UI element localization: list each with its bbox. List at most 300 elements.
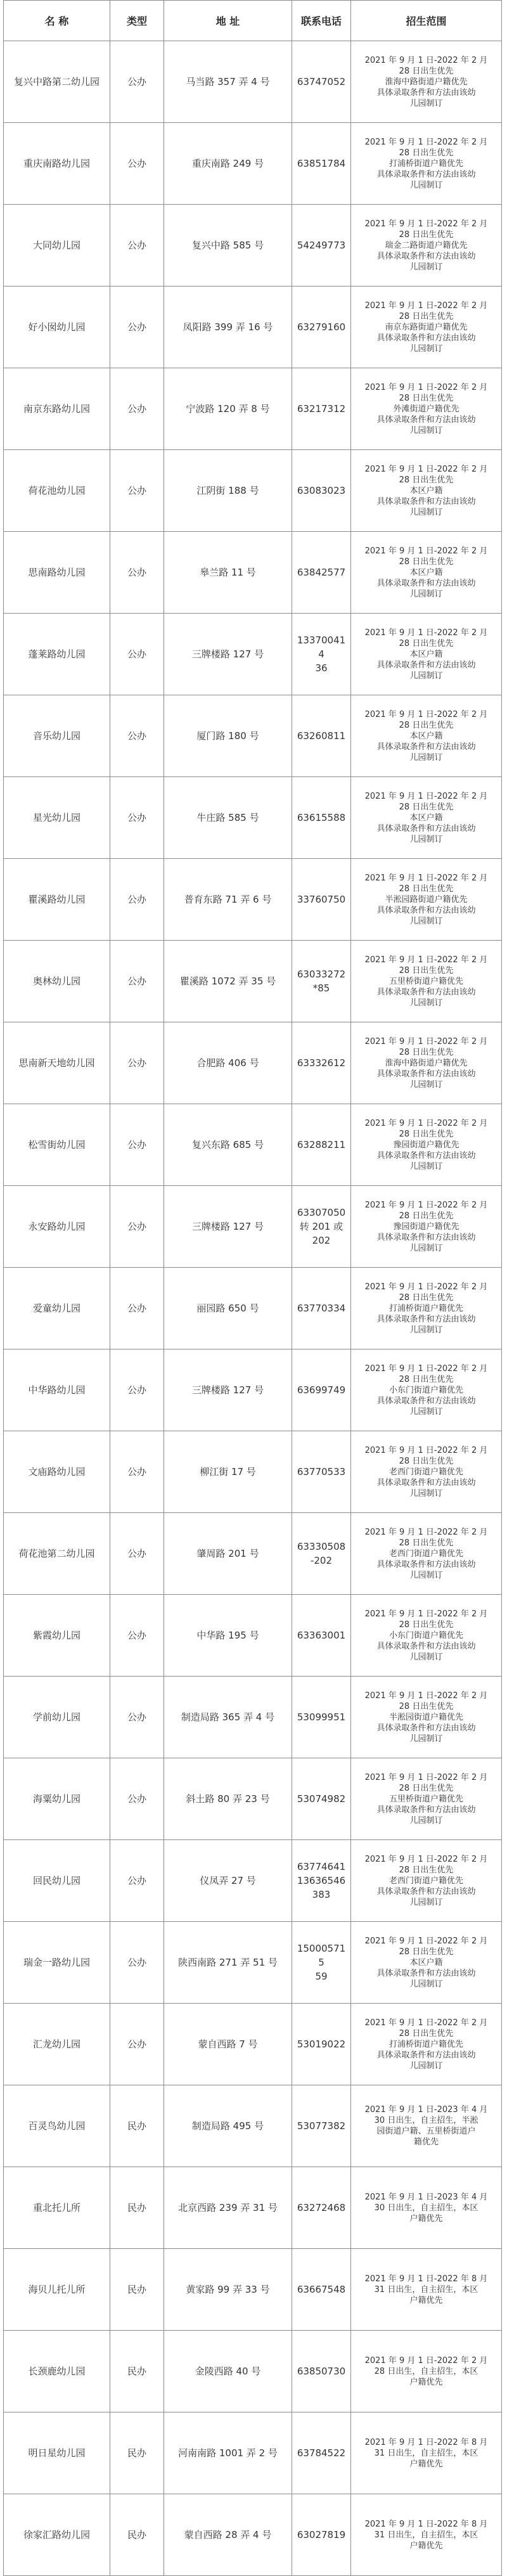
phone-number: [292, 123, 351, 205]
scope-line: 园街道户籍、五里桥街道户: [376, 2127, 476, 2136]
phone-number: [292, 1922, 351, 2004]
scope-line: 儿园制订: [409, 344, 443, 354]
enrollment-scope: [351, 1922, 502, 2004]
scope-line: 儿园制订: [409, 1161, 443, 1171]
scope-line: 淮海中路街道户籍优先: [385, 77, 468, 87]
scope-line: 2021 年 9 月 1 日-2023 年 4 月: [364, 2192, 488, 2202]
scope-line: 28 日出生优先: [399, 311, 454, 321]
scope-line: 小东门街道户籍优先: [388, 1385, 463, 1395]
phone-number: [292, 2412, 351, 2494]
scope-line: 儿园制订: [409, 916, 443, 926]
phone-line: 33760750: [297, 894, 346, 905]
kindergarten-name: 重北托儿所: [4, 2167, 110, 2249]
scope-line: 2021 年 9 月 1 日-2022 年 2 月: [364, 137, 488, 147]
scope-line: 2021 年 9 月 1 日-2022 年 2 月: [364, 791, 488, 801]
kindergarten-name: 海粟幼儿园: [4, 1758, 110, 1840]
address: 厦门路 180 号: [164, 695, 292, 777]
kindergarten-name: 蓬莱路幼儿园: [4, 614, 110, 695]
ownership-type: 民办: [110, 2412, 164, 2494]
ownership-type: 公办: [110, 123, 164, 205]
ownership-type: 公办: [110, 368, 164, 450]
address: 三牌楼路 127 号: [164, 614, 292, 695]
scope-line: 儿园制订: [409, 180, 443, 190]
table-row: [4, 1186, 502, 1268]
scope-line: 小东门街道户籍优先: [388, 1630, 463, 1640]
enrollment-scope: [351, 1431, 502, 1513]
address: 凤阳路 399 弄 16 号: [164, 287, 292, 368]
phone-number: [292, 1186, 351, 1268]
scope-line: 31 日出生，自主招生，本区: [374, 2284, 478, 2295]
phone-line: 63770533: [297, 1466, 346, 1478]
phone-number: [292, 695, 351, 777]
kindergarten-name: 南京东路幼儿园: [4, 368, 110, 450]
scope-line: 2021 年 9 月 1 日-2022 年 2 月: [364, 219, 488, 229]
phone-number: [292, 1677, 351, 1758]
scope-line: 28 日出生优先: [399, 393, 454, 403]
enrollment-scope: [351, 859, 502, 941]
scope-line: 2021 年 9 月 1 日-2022 年 8 月: [364, 2274, 488, 2284]
address: 合肥路 406 号: [164, 1022, 292, 1104]
scope-line: 本区户籍: [409, 486, 443, 496]
scope-line: 淮海中路街道户籍优先: [385, 1058, 468, 1068]
table-row: [4, 1595, 502, 1677]
ownership-type: 公办: [110, 450, 164, 532]
scope-line: 具体录取条件和方法由该幼: [376, 251, 476, 261]
scope-line: 具体录取条件和方法由该幼: [376, 1968, 476, 1978]
enrollment-scope: [351, 450, 502, 532]
address: 皋兰路 11 号: [164, 532, 292, 614]
scope-line: 打浦桥街道户籍优先: [388, 2039, 463, 2049]
phone-line: 63260811: [297, 730, 346, 742]
address: 丽园路 650 号: [164, 1268, 292, 1349]
address: 马当路 357 弄 4 号: [164, 41, 292, 123]
scope-line: 2021 年 9 月 1 日-2022 年 2 月: [364, 464, 488, 474]
scope-line: 28 日出生优先: [399, 1620, 454, 1630]
enrollment-scope: [351, 941, 502, 1022]
ownership-type: 公办: [110, 287, 164, 368]
scope-line: 2021 年 9 月 1 日-2022 年 2 月: [364, 1036, 488, 1046]
scope-line: 2021 年 9 月 1 日-2023 年 4 月: [364, 2105, 488, 2115]
kindergarten-name: 音乐幼儿园: [4, 695, 110, 777]
enrollment-scope: [351, 2412, 502, 2494]
scope-line: 28 日出生优先: [399, 557, 454, 567]
address: 复兴中路 585 号: [164, 205, 292, 287]
enrollment-scope: [351, 2331, 502, 2412]
address: 陕西南路 271 弄 51 号: [164, 1922, 292, 2004]
ownership-type: 公办: [110, 1922, 164, 2004]
scope-line: 本区户籍: [409, 813, 443, 823]
scope-line: 28 日出生优先: [399, 1947, 454, 1957]
scope-line: 具体录取条件和方法由该幼: [376, 1641, 476, 1651]
scope-line: 具体录取条件和方法由该幼: [376, 169, 476, 179]
scope-line: 31 日出生，自主招生，本区: [374, 2530, 478, 2540]
enrollment-scope: [351, 1268, 502, 1349]
phone-line: *85: [312, 982, 330, 994]
phone-number: [292, 1431, 351, 1513]
table-row: [4, 1840, 502, 1922]
kindergarten-name: 好小囡幼儿园: [4, 287, 110, 368]
kindergarten-name: 长颈鹿幼儿园: [4, 2331, 110, 2412]
address: 三牌楼路 127 号: [164, 1186, 292, 1268]
scope-line: 具体录取条件和方法由该幼: [376, 1232, 476, 1242]
scope-line: 28 日出生优先: [399, 148, 454, 158]
phone-line: 63272468: [297, 2202, 346, 2213]
scope-line: 28 日出生优先: [399, 1538, 454, 1548]
kindergarten-name: 荷花池幼儿园: [4, 450, 110, 532]
address: 制造局路 495 号: [164, 2085, 292, 2167]
scope-line: 南京东路街道户籍优先: [385, 322, 468, 332]
scope-line: 户籍优先: [409, 2295, 443, 2305]
phone-line: 36: [315, 662, 328, 674]
ownership-type: 民办: [110, 2167, 164, 2249]
phone-line: 59: [315, 1971, 328, 1982]
kindergarten-name: 爱童幼儿园: [4, 1268, 110, 1349]
scope-line: 本区户籍: [409, 567, 443, 577]
scope-line: 豫园街道户籍优先: [393, 1140, 459, 1150]
scope-line: 儿园制订: [409, 1079, 443, 1090]
table-row: [4, 1513, 502, 1595]
kindergarten-name: 百灵鸟幼儿园: [4, 2085, 110, 2167]
address: 宁波路 120 弄 8 号: [164, 368, 292, 450]
phone-line: 13636546: [297, 1875, 346, 1886]
scope-line: 2021 年 9 月 1 日-2022 年 2 月: [364, 1854, 488, 1864]
scope-line: 2021 年 9 月 1 日-2022 年 2 月: [364, 873, 488, 883]
ownership-type: 公办: [110, 1677, 164, 1758]
enrollment-scope: [351, 205, 502, 287]
phone-number: [292, 368, 351, 450]
ownership-type: 公办: [110, 205, 164, 287]
phone-line: 63217312: [297, 403, 346, 415]
scope-line: 具体录取条件和方法由该幼: [376, 1805, 476, 1815]
scope-line: 28 日出生优先: [399, 1374, 454, 1384]
ownership-type: 公办: [110, 41, 164, 123]
scope-line: 28 日出生，自主招生，本区: [374, 2366, 478, 2376]
enrollment-scope: [351, 1758, 502, 1840]
table-row: [4, 2412, 502, 2494]
kindergarten-name: 永安路幼儿园: [4, 1186, 110, 1268]
table-row: [4, 1104, 502, 1186]
scope-line: 打浦桥街道户籍优先: [388, 158, 463, 169]
scope-line: 2021 年 9 月 1 日-2022 年 2 月: [364, 709, 488, 719]
phone-line: 63770334: [297, 1303, 346, 1314]
table-row: [4, 614, 502, 695]
phone-number: [292, 2085, 351, 2167]
scope-line: 户籍优先: [409, 2377, 443, 2387]
scope-line: 老西门街道户籍优先: [388, 1549, 463, 1559]
phone-number: [292, 450, 351, 532]
table-row: [4, 941, 502, 1022]
table-row: [4, 205, 502, 287]
scope-line: 儿园制订: [409, 834, 443, 844]
kindergarten-name: 思南新天地幼儿园: [4, 1022, 110, 1104]
phone-number: [292, 41, 351, 123]
scope-line: 儿园制订: [409, 1488, 443, 1498]
address: 仪凤弄 27 号: [164, 1840, 292, 1922]
scope-line: 本区户籍: [409, 649, 443, 659]
scope-line: 具体录取条件和方法由该幼: [376, 333, 476, 343]
enrollment-scope: [351, 532, 502, 614]
phone-number: [292, 2494, 351, 2576]
phone-line: 转 201 或: [299, 1221, 343, 1232]
scope-line: 户籍优先: [409, 2541, 443, 2551]
table-row: [4, 1268, 502, 1349]
scope-line: 2021 年 9 月 1 日-2022 年 2 月: [364, 1363, 488, 1374]
address: 中华路 195 号: [164, 1595, 292, 1677]
scope-line: 儿园制订: [409, 1979, 443, 1989]
enrollment-scope: [351, 1840, 502, 1922]
phone-number: [292, 777, 351, 859]
address: 复兴东路 685 号: [164, 1104, 292, 1186]
kindergarten-name: 明日星幼儿园: [4, 2412, 110, 2494]
address: 制造局路 365 弄 4 号: [164, 1677, 292, 1758]
scope-line: 2021 年 9 月 1 日-2022 年 2 月: [364, 1772, 488, 1782]
table-header-row: [4, 1, 502, 41]
scope-line: 28 日出生优先: [399, 1292, 454, 1303]
scope-line: 豫园街道户籍优先: [393, 1221, 459, 1232]
scope-line: 具体录取条件和方法由该幼: [376, 823, 476, 834]
table-row: [4, 450, 502, 532]
ownership-type: 公办: [110, 777, 164, 859]
table-row: [4, 287, 502, 368]
enrollment-scope: [351, 1513, 502, 1595]
kindergarten-name: 奥林幼儿园: [4, 941, 110, 1022]
scope-line: 2021 年 9 月 1 日-2022 年 2 月: [364, 1118, 488, 1128]
scope-line: 打浦桥街道户籍优先: [388, 1303, 463, 1313]
scope-line: 儿园制订: [409, 998, 443, 1008]
scope-line: 具体录取条件和方法由该幼: [376, 87, 476, 98]
ownership-type: 民办: [110, 2085, 164, 2167]
ownership-type: 公办: [110, 1186, 164, 1268]
phone-line: 63307050: [297, 1207, 346, 1218]
scope-line: 2021 年 9 月 1 日-2022 年 2 月: [364, 55, 488, 65]
phone-number: [292, 2331, 351, 2412]
scope-line: 28 日出生优先: [399, 965, 454, 976]
address: 肇周路 201 号: [164, 1513, 292, 1595]
scope-line: 2021 年 9 月 1 日-2022 年 2 月: [364, 1936, 488, 1946]
scope-line: 儿园制订: [409, 752, 443, 763]
scope-line: 28 日出生优先: [399, 884, 454, 894]
scope-line: 具体录取条件和方法由该幼: [376, 2050, 476, 2060]
scope-line: 本区户籍: [409, 731, 443, 741]
phone-line: 53077382: [297, 2120, 346, 2132]
kindergarten-name: 中华路幼儿园: [4, 1349, 110, 1431]
table-row: [4, 2004, 502, 2085]
phone-number: [292, 1268, 351, 1349]
phone-line: 150005715: [297, 1943, 346, 1968]
address: 蒙自西路 28 弄 4 号: [164, 2494, 292, 2576]
phone-line: 63083023: [297, 485, 346, 496]
phone-number: [292, 1349, 351, 1431]
address: 普育东路 71 弄 6 号: [164, 859, 292, 941]
enrollment-scope: [351, 1104, 502, 1186]
scope-line: 2021 年 9 月 1 日-2022 年 2 月: [364, 1282, 488, 1292]
scope-line: 本区户籍: [409, 1957, 443, 1967]
phone-line: 63774641: [297, 1861, 346, 1872]
kindergarten-name: 大同幼儿园: [4, 205, 110, 287]
phone-number: [292, 1513, 351, 1595]
scope-line: 儿园制订: [409, 2061, 443, 2071]
scope-line: 五里桥街道户籍优先: [388, 1794, 463, 1804]
scope-line: 2021 年 9 月 1 日-2022 年 2 月: [364, 546, 488, 556]
kindergarten-name: 文庙路幼儿园: [4, 1431, 110, 1513]
kindergarten-name: 海贝儿托儿所: [4, 2249, 110, 2331]
scope-line: 具体录取条件和方法由该幼: [376, 1723, 476, 1733]
kindergarten-name: 学前幼儿园: [4, 1677, 110, 1758]
kindergarten-enrollment-table: [3, 0, 502, 2576]
enrollment-scope: [351, 287, 502, 368]
phone-line: 63842577: [297, 567, 346, 578]
ownership-type: 民办: [110, 2494, 164, 2576]
phone-number: [292, 1104, 351, 1186]
kindergarten-name: 星光幼儿园: [4, 777, 110, 859]
scope-line: 28 日出生优先: [399, 1047, 454, 1057]
enrollment-scope: [351, 1349, 502, 1431]
scope-line: 28 日出生优先: [399, 720, 454, 730]
phone-line: 63850730: [297, 2366, 346, 2377]
address: 河南南路 1001 弄 2 号: [164, 2412, 292, 2494]
scope-line: 2021 年 9 月 1 日-2022 年 2 月: [364, 955, 488, 965]
ownership-type: 公办: [110, 1840, 164, 1922]
table-row: [4, 41, 502, 123]
table-row: [4, 1677, 502, 1758]
header-address: 地 址: [164, 1, 292, 41]
scope-line: 28 日出生优先: [399, 1211, 454, 1221]
kindergarten-name: 重庆南路幼儿园: [4, 123, 110, 205]
kindergarten-name: 徐家汇路幼儿园: [4, 2494, 110, 2576]
scope-line: 28 日出生优先: [399, 2028, 454, 2038]
table-body: [4, 41, 502, 2576]
header-scope: 招生范围: [351, 1, 502, 41]
table-row: [4, 1349, 502, 1431]
scope-line: 外滩街道户籍优先: [393, 404, 459, 414]
ownership-type: 公办: [110, 614, 164, 695]
scope-line: 具体录取条件和方法由该幼: [376, 1886, 476, 1897]
phone-number: [292, 2004, 351, 2085]
scope-line: 2021 年 9 月 1 日-2022 年 2 月: [364, 1445, 488, 1455]
scope-line: 28 日出生优先: [399, 802, 454, 812]
ownership-type: 公办: [110, 1431, 164, 1513]
address: 黄家路 99 弄 33 号: [164, 2249, 292, 2331]
scope-line: 具体录取条件和方法由该幼: [376, 1150, 476, 1161]
table-row: [4, 368, 502, 450]
phone-line: 63332612: [297, 1057, 346, 1069]
scope-line: 2021 年 9 月 1 日-2022 年 8 月: [364, 2519, 488, 2529]
table-row: [4, 1022, 502, 1104]
address: 江阴街 188 号: [164, 450, 292, 532]
scope-line: 儿园制订: [409, 1815, 443, 1826]
scope-line: 2021 年 9 月 1 日-2022 年 2 月: [364, 1690, 488, 1701]
table-row: [4, 777, 502, 859]
scope-line: 2021 年 9 月 1 日-2022 年 2 月: [364, 2355, 488, 2366]
phone-line: 53074982: [297, 1793, 346, 1805]
header-phone: 联系电话: [292, 1, 351, 41]
phone-line: 63667548: [297, 2284, 346, 2295]
enrollment-scope: [351, 777, 502, 859]
scope-line: 28 日出生优先: [399, 1701, 454, 1711]
phone-line: 202: [312, 1235, 331, 1246]
ownership-type: 公办: [110, 1595, 164, 1677]
address: 北京西路 239 弄 31 号: [164, 2167, 292, 2249]
scope-line: 儿园制订: [409, 1407, 443, 1417]
kindergarten-name: 瞿溪路幼儿园: [4, 859, 110, 941]
kindergarten-name: 思南路幼儿园: [4, 532, 110, 614]
phone-number: [292, 2167, 351, 2249]
scope-line: 儿园制订: [409, 262, 443, 272]
phone-number: [292, 1758, 351, 1840]
table-row: [4, 123, 502, 205]
table-row: [4, 2249, 502, 2331]
scope-line: 五里桥街道户籍优先: [388, 976, 463, 986]
kindergarten-name: 紫霞幼儿园: [4, 1595, 110, 1677]
table-row: [4, 2494, 502, 2576]
ownership-type: 公办: [110, 859, 164, 941]
phone-number: [292, 532, 351, 614]
scope-line: 籍优先: [413, 2137, 439, 2147]
table-row: [4, 2085, 502, 2167]
scope-line: 瑞金二路街道户籍优先: [385, 240, 468, 250]
ownership-type: 公办: [110, 941, 164, 1022]
enrollment-scope: [351, 123, 502, 205]
ownership-type: 公办: [110, 1268, 164, 1349]
address: 重庆南路 249 号: [164, 123, 292, 205]
scope-line: 半淞园街道户籍优先: [388, 1712, 463, 1722]
scope-line: 儿园制订: [409, 589, 443, 599]
scope-line: 儿园制订: [409, 425, 443, 435]
table-row: [4, 1922, 502, 2004]
table-row: [4, 2331, 502, 2412]
ownership-type: 公办: [110, 1349, 164, 1431]
phone-line: 63615588: [297, 812, 346, 823]
scope-line: 28 日出生优先: [399, 638, 454, 648]
scope-line: 2021 年 9 月 1 日-2022 年 2 月: [364, 2018, 488, 2028]
scope-line: 2021 年 9 月 1 日-2022 年 2 月: [364, 382, 488, 392]
address: 蒙自西路 7 号: [164, 2004, 292, 2085]
scope-line: 2021 年 9 月 1 日-2022 年 2 月: [364, 1609, 488, 1619]
scope-line: 儿园制订: [409, 1897, 443, 1907]
scope-line: 28 日出生优先: [399, 1865, 454, 1875]
phone-number: [292, 614, 351, 695]
address: 牛庄路 585 号: [164, 777, 292, 859]
address: 三牌楼路 127 号: [164, 1349, 292, 1431]
enrollment-scope: [351, 2004, 502, 2085]
scope-line: 儿园制订: [409, 671, 443, 681]
enrollment-scope: [351, 2249, 502, 2331]
scope-line: 具体录取条件和方法由该幼: [376, 660, 476, 670]
scope-line: 28 日出生优先: [399, 66, 454, 76]
ownership-type: 公办: [110, 1513, 164, 1595]
phone-number: [292, 859, 351, 941]
enrollment-scope: [351, 2085, 502, 2167]
enrollment-scope: [351, 1022, 502, 1104]
enrollment-scope: [351, 41, 502, 123]
scope-line: 儿园制订: [409, 98, 443, 108]
address: 瞿溪路 1072 弄 35 号: [164, 941, 292, 1022]
phone-line: 133700414: [297, 634, 346, 660]
scope-line: 具体录取条件和方法由该幼: [376, 1478, 476, 1488]
ownership-type: 民办: [110, 2331, 164, 2412]
scope-line: 具体录取条件和方法由该幼: [376, 905, 476, 915]
scope-line: 儿园制订: [409, 1243, 443, 1253]
phone-number: [292, 1595, 351, 1677]
phone-line: 63851784: [297, 158, 346, 169]
scope-line: 儿园制订: [409, 1734, 443, 1744]
address: 斜土路 80 弄 23 号: [164, 1758, 292, 1840]
scope-line: 具体录取条件和方法由该幼: [376, 415, 476, 425]
kindergarten-name: 复兴中路第二幼儿园: [4, 41, 110, 123]
scope-line: 半淞园路街道户籍优先: [385, 894, 468, 905]
ownership-type: 公办: [110, 2004, 164, 2085]
scope-line: 2021 年 9 月 1 日-2022 年 8 月: [364, 2437, 488, 2447]
